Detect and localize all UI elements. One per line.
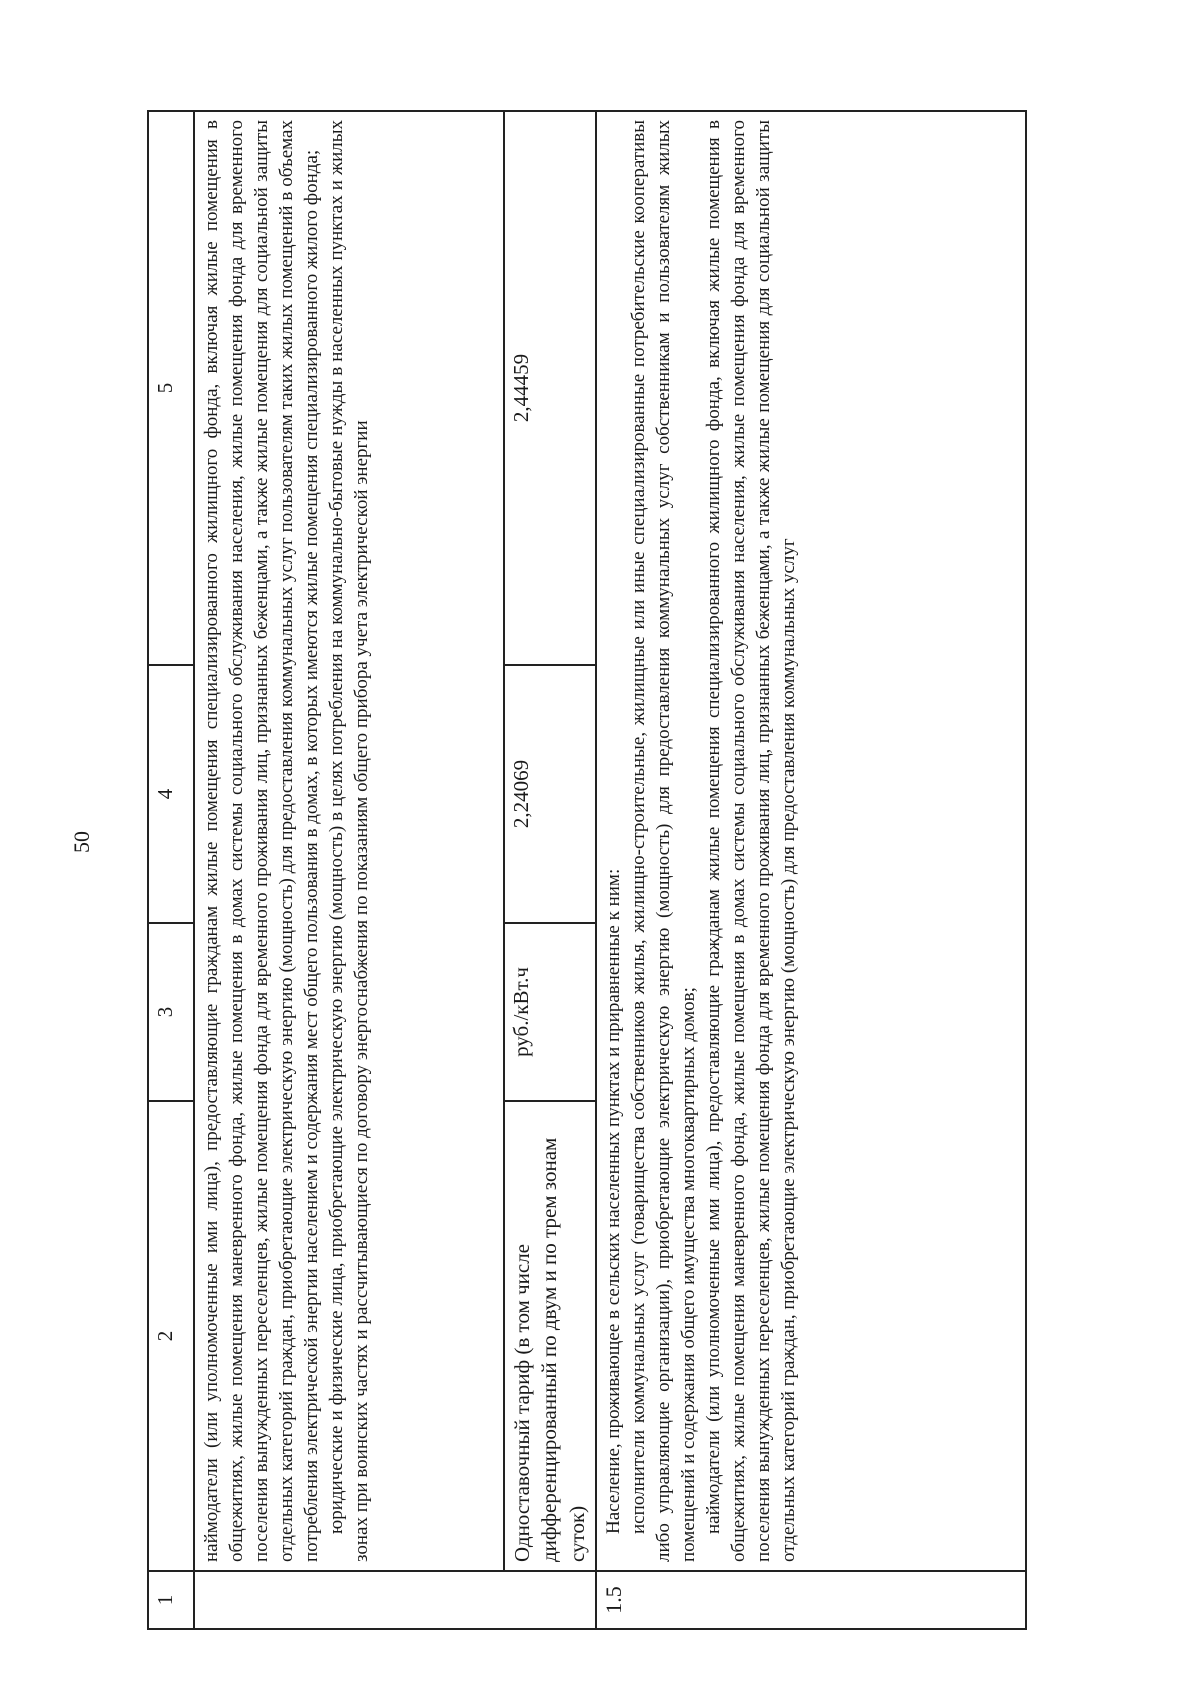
tariff-label: Одноставочный тариф (в том числе дифференцированный по двум и по трем зонам суток)	[504, 1101, 596, 1571]
table-row	[596, 111, 1026, 1629]
col-header-5: 5	[148, 111, 194, 665]
rural-population-description-cell	[596, 111, 1026, 1571]
tariff-table	[147, 110, 1027, 1630]
col-header-4: 4	[148, 665, 194, 923]
paragraph: юридические и физические лица, приобретающие электрическую энергию (мощность) в целях потребления на коммунально-бытовые нужды в населенных пунктах и жилых зонах при воинских частях и рассчитывающиеся по договору энергоснабжения по показаниям общего прибора учета электрической энергии	[326, 120, 373, 1562]
page-number: 50	[69, 831, 94, 853]
table-row	[504, 111, 596, 1629]
tariff-unit: руб./кВт.ч	[504, 923, 596, 1101]
tariff-value-first-half: 2,24069	[504, 665, 596, 923]
row-number-cell-empty	[194, 1571, 596, 1629]
tariff-value-second-half: 2,44459	[504, 111, 596, 665]
table-row	[194, 111, 504, 1629]
paragraph: наймодатели (или уполномоченные ими лица), предоставляющие гражданам жилые помещения специализированного жилищного фонда, включая жилые помещения в общежитиях, жилые помещения маневренного фонда, жилые помещения в домах системы социального обслуживания населения, жилые помещения фонда для временного поселения вынужденных переселенцев, жилые помещения фонда для временного проживания лиц, признанных беженцами, а также жилые помещения для социальной защиты отдельных категорий граждан, приобретающие электрическую энергию (мощность) для предоставления коммунальных услуг пользователям таких жилых помещений в объемах потребления электрической энергии населением и содержания мест общего пользования в домах, в которых имеются жилые помещения специализированного жилого фонда;	[201, 120, 323, 1562]
header-row	[148, 111, 194, 1629]
consumer-description-cell	[194, 111, 504, 1571]
paragraph: Население, проживающее в сельских населенных пунктах и приравненные к ним:	[602, 868, 624, 1534]
col-header-1: 1	[148, 1571, 194, 1629]
row-number-cell: 1.5	[596, 1571, 1026, 1629]
col-header-2: 2	[148, 1101, 194, 1571]
rotated-tariff-table	[147, 110, 1027, 1630]
paragraph: наймодатели (или уполномоченные ими лица), предоставляющие гражданам жилые помещения специализированного жилищного фонда, включая жилые помещения в общежитиях, жилые помещения маневренного фонда, жилые помещения в домах системы социального обслуживания населения, жилые помещения фонда для временного поселения вынужденных переселенцев, жилые помещения фонда для временного проживания лиц, признанных беженцами, а также жилые помещения для социальной защиты отдельных категорий граждан, приобретающие электрическую энергию (мощность) для предоставления коммунальных услуг	[703, 120, 800, 1562]
paragraph: исполнители коммунальных услуг (товарищества собственников жилья, жилищно-строительные, жилищные или иные специализированные потребительские кооперативы либо управляющие организации), приобретающие электрическую энергию (мощность) для предоставления коммунальных услуг собственникам и пользователям жилых помещений и содержания общего имущества многоквартирных домов;	[627, 120, 700, 1562]
col-header-3: 3	[148, 923, 194, 1101]
